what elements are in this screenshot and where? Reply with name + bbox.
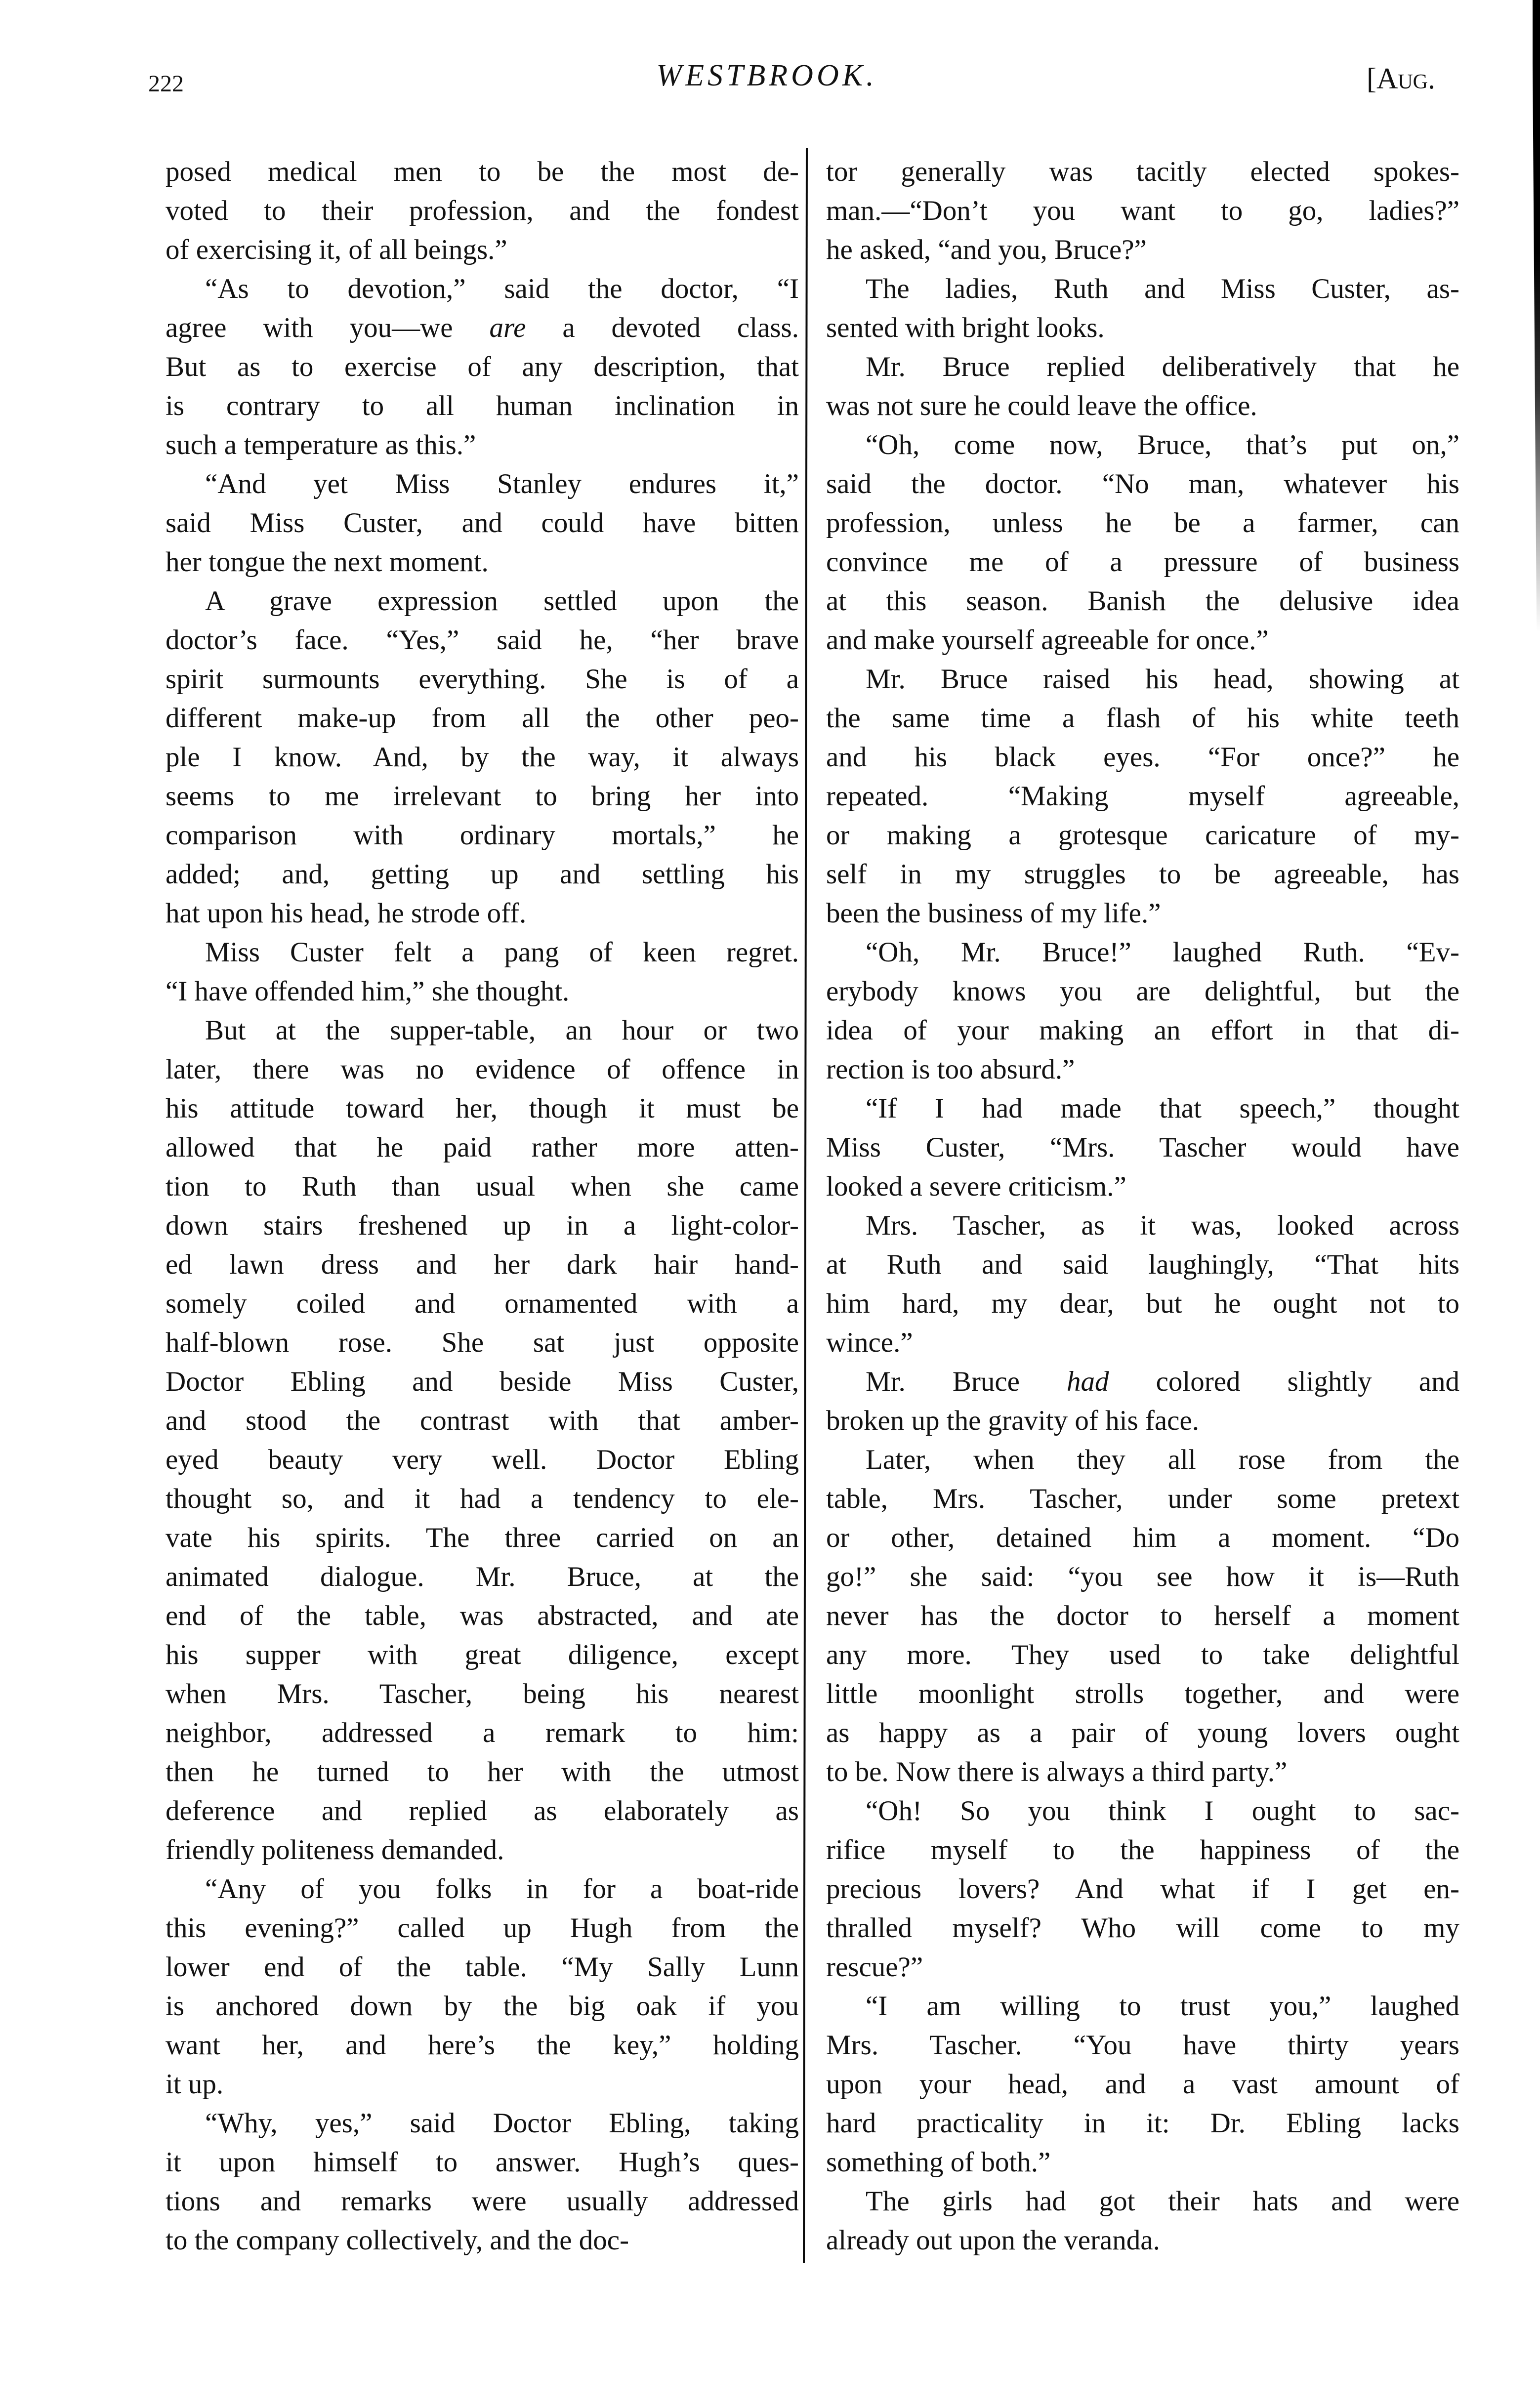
text-line: go!” she said: “you see how it is—Ruth	[826, 1561, 1459, 1592]
text-line: convince me of a pressure of business	[826, 546, 1459, 578]
text-line: The ladies, Ruth and Miss Custer, as-	[866, 273, 1459, 304]
text-line: said Miss Custer, and could have bitten	[166, 507, 799, 539]
text-line: his attitude toward her, though it must be	[166, 1093, 799, 1124]
paragraph	[826, 1440, 1459, 1791]
text-line: comparison with ordinary mortals,” he	[166, 820, 799, 851]
text-line: hard practicality in it: Dr. Ebling lacks	[826, 2108, 1459, 2139]
text-line: “Oh, Mr. Bruce!” laughed Ruth. “Ev-	[866, 937, 1459, 968]
text-line: Mr. Bruce had colored slightly and	[866, 1366, 1459, 1397]
paragraph	[166, 933, 799, 1011]
paragraph	[166, 152, 799, 269]
paragraph	[166, 1011, 799, 1869]
text-line: A grave expression settled upon the	[205, 585, 799, 617]
text-line: little moonlight strolls together, and were	[826, 1678, 1459, 1709]
text-line: this evening?” called up Hugh from the	[166, 1912, 799, 1944]
text-line: such a temperature as this.”	[166, 429, 476, 460]
text-line: ed lawn dress and her dark hair hand-	[166, 1249, 799, 1280]
text-line: But as to exercise of any description, that	[166, 351, 799, 382]
paragraph	[166, 464, 799, 581]
text-column-right	[826, 152, 1459, 2260]
text-line: eyed beauty very well. Doctor Ebling	[166, 1444, 799, 1475]
text-line: end of the table, was abstracted, and ate	[166, 1600, 799, 1631]
text-line: “As to devotion,” said the doctor, “I	[205, 273, 799, 304]
paragraph	[166, 1869, 799, 2104]
text-line: seems to me irrelevant to bring her into	[166, 781, 799, 812]
scan-edge-artifact	[1533, 0, 1540, 632]
text-line: half-blown rose. She sat just opposite	[166, 1327, 799, 1358]
page-title: WESTBROOK.	[656, 59, 877, 92]
text-line: and stood the contrast with that amber-	[166, 1405, 799, 1436]
text-line: or other, detained him a moment. “Do	[826, 1522, 1459, 1553]
text-line: sented with bright looks.	[826, 312, 1105, 343]
text-line: never has the doctor to herself a moment	[826, 1600, 1459, 1631]
text-line: or making a grotesque caricature of my-	[826, 820, 1459, 851]
issue-label: [Aug.	[1367, 62, 1435, 95]
text-line: her tongue the next moment.	[166, 546, 489, 578]
text-line: ple I know. And, by the way, it always	[166, 742, 799, 773]
text-line: “I am willing to trust you,” laughed	[866, 1991, 1459, 2022]
text-line: at this season. Banish the delusive idea	[826, 585, 1459, 617]
text-line: “Why, yes,” said Doctor Ebling, taking	[205, 2108, 799, 2139]
text-line: already out upon the veranda.	[826, 2225, 1160, 2256]
text-line: as happy as a pair of young lovers ought	[826, 1717, 1459, 1748]
text-line: “I have offended him,” she thought.	[166, 976, 570, 1007]
text-line: “And yet Miss Stanley endures it,”	[205, 468, 799, 499]
text-line: broken up the gravity of his face.	[826, 1405, 1199, 1436]
text-line: man.—“Don’t you want to go, ladies?”	[826, 195, 1459, 226]
text-line: and his black eyes. “For once?” he	[826, 742, 1459, 773]
text-line: somely coiled and ornamented with a	[166, 1288, 799, 1319]
text-line: friendly politeness demanded.	[166, 1834, 504, 1866]
text-line: “Oh! So you think I ought to sac-	[866, 1795, 1459, 1826]
text-line: Miss Custer, “Mrs. Tascher would have	[826, 1132, 1459, 1163]
text-line: to be. Now there is always a third party.”	[826, 1756, 1288, 1787]
text-line: erybody knows you are delightful, but the	[826, 976, 1459, 1007]
paragraph	[826, 1791, 1459, 1987]
text-line: profession, unless he be a farmer, can	[826, 507, 1459, 539]
text-line: is anchored down by the big oak if you	[166, 1991, 799, 2022]
paragraph	[166, 269, 799, 464]
text-line: he asked, “and you, Bruce?”	[826, 234, 1147, 265]
text-line: “Any of you folks in for a boat-ride	[205, 1873, 799, 1905]
paragraph	[166, 2104, 799, 2260]
text-line: Mrs. Tascher, as it was, looked across	[866, 1210, 1459, 1241]
text-line: something of both.”	[826, 2147, 1051, 2178]
paragraph	[826, 269, 1459, 347]
text-line: Later, when they all rose from the	[866, 1444, 1459, 1475]
text-line: was not sure he could leave the office.	[826, 390, 1257, 421]
text-line: been the business of my life.”	[826, 898, 1161, 929]
text-line: then he turned to her with the utmost	[166, 1756, 799, 1787]
text-line: tions and remarks were usually addressed	[166, 2186, 799, 2217]
text-line: want her, and here’s the key,” holding	[166, 2030, 799, 2061]
text-line: deference and replied as elaborately as	[166, 1795, 799, 1826]
text-line: thought so, and it had a tendency to ele-	[166, 1483, 799, 1514]
text-line: when Mrs. Tascher, being his nearest	[166, 1678, 799, 1709]
text-line: him hard, my dear, but he ought not to	[826, 1288, 1459, 1319]
paragraph	[826, 1362, 1459, 1440]
text-line: upon your head, and a vast amount of	[826, 2069, 1459, 2100]
text-line: rection is too absurd.”	[826, 1054, 1075, 1085]
text-line: any more. They used to take delightful	[826, 1639, 1459, 1670]
text-line: and make yourself agreeable for once.”	[826, 624, 1269, 656]
text-line: the same time a flash of his white teeth	[826, 703, 1459, 734]
text-line: self in my struggles to be agreeable, has	[826, 859, 1459, 890]
text-line: “If I had made that speech,” thought	[866, 1093, 1459, 1124]
paragraph	[826, 425, 1459, 660]
paragraph	[826, 1206, 1459, 1362]
text-line: voted to their profession, and the fondest	[166, 195, 799, 226]
text-line: agree with you—we are a devoted class.	[166, 312, 799, 343]
text-line: repeated. “Making myself agreeable,	[826, 781, 1459, 812]
text-line: wince.”	[826, 1327, 913, 1358]
text-line: Mrs. Tascher. “You have thirty years	[826, 2030, 1459, 2061]
text-line: Mr. Bruce raised his head, showing at	[866, 664, 1459, 695]
text-line: Miss Custer felt a pang of keen regret.	[205, 937, 799, 968]
text-line: posed medical men to be the most de-	[166, 156, 799, 187]
text-line: hat upon his head, he strode off.	[166, 898, 527, 929]
text-line: to the company collectively, and the doc-	[166, 2225, 629, 2256]
text-line: But at the supper-table, an hour or two	[205, 1015, 799, 1046]
text-line: allowed that he paid rather more atten-	[166, 1132, 799, 1163]
text-line: added; and, getting up and settling his	[166, 859, 799, 890]
text-line: rifice myself to the happiness of the	[826, 1834, 1459, 1866]
text-line: Mr. Bruce replied deliberatively that he	[866, 351, 1459, 382]
text-line: said the doctor. “No man, whatever his	[826, 468, 1459, 499]
text-line: Doctor Ebling and beside Miss Custer,	[166, 1366, 799, 1397]
text-line: spirit surmounts everything. She is of a	[166, 664, 799, 695]
text-line: different make-up from all the other peo-	[166, 703, 799, 734]
text-line: neighbor, addressed a remark to him:	[166, 1717, 799, 1748]
paragraph	[826, 2182, 1459, 2260]
page-number: 222	[148, 71, 184, 97]
paragraph	[826, 1089, 1459, 1206]
text-line: “Oh, come now, Bruce, that’s put on,”	[866, 429, 1459, 460]
text-line: later, there was no evidence of offence in	[166, 1054, 799, 1085]
text-line: idea of your making an effort in that di-	[826, 1015, 1459, 1046]
paragraph	[166, 581, 799, 933]
text-line: his supper with great diligence, except	[166, 1639, 799, 1670]
text-line: down stairs freshened up in a light-color-	[166, 1210, 799, 1241]
text-line: lower end of the table. “My Sally Lunn	[166, 1951, 799, 1983]
text-line: thralled myself? Who will come to my	[826, 1912, 1459, 1944]
text-line: doctor’s face. “Yes,” said he, “her brave	[166, 624, 799, 656]
text-column-left	[166, 152, 799, 2260]
text-line: looked a severe criticism.”	[826, 1171, 1126, 1202]
text-line: tion to Ruth than usual when she came	[166, 1171, 799, 1202]
text-line: of exercising it, of all beings.”	[166, 234, 507, 265]
text-line: is contrary to all human inclination in	[166, 390, 799, 421]
text-line: tor generally was tacitly elected spokes-	[826, 156, 1459, 187]
paragraph	[826, 660, 1459, 933]
text-line: rescue?”	[826, 1951, 923, 1983]
column-divider-rule	[803, 148, 808, 2263]
text-line: at Ruth and said laughingly, “That hits	[826, 1249, 1459, 1280]
paragraph	[826, 933, 1459, 1089]
text-line: it upon himself to answer. Hugh’s ques-	[166, 2147, 799, 2178]
text-line: precious lovers? And what if I get en-	[826, 1873, 1459, 1905]
text-line: it up.	[166, 2069, 224, 2100]
text-line: The girls had got their hats and were	[866, 2186, 1459, 2217]
text-line: table, Mrs. Tascher, under some pretext	[826, 1483, 1459, 1514]
paragraph	[826, 347, 1459, 425]
text-line: vate his spirits. The three carried on an	[166, 1522, 799, 1553]
text-line: animated dialogue. Mr. Bruce, at the	[166, 1561, 799, 1592]
paragraph	[826, 152, 1459, 269]
paragraph	[826, 1987, 1459, 2182]
